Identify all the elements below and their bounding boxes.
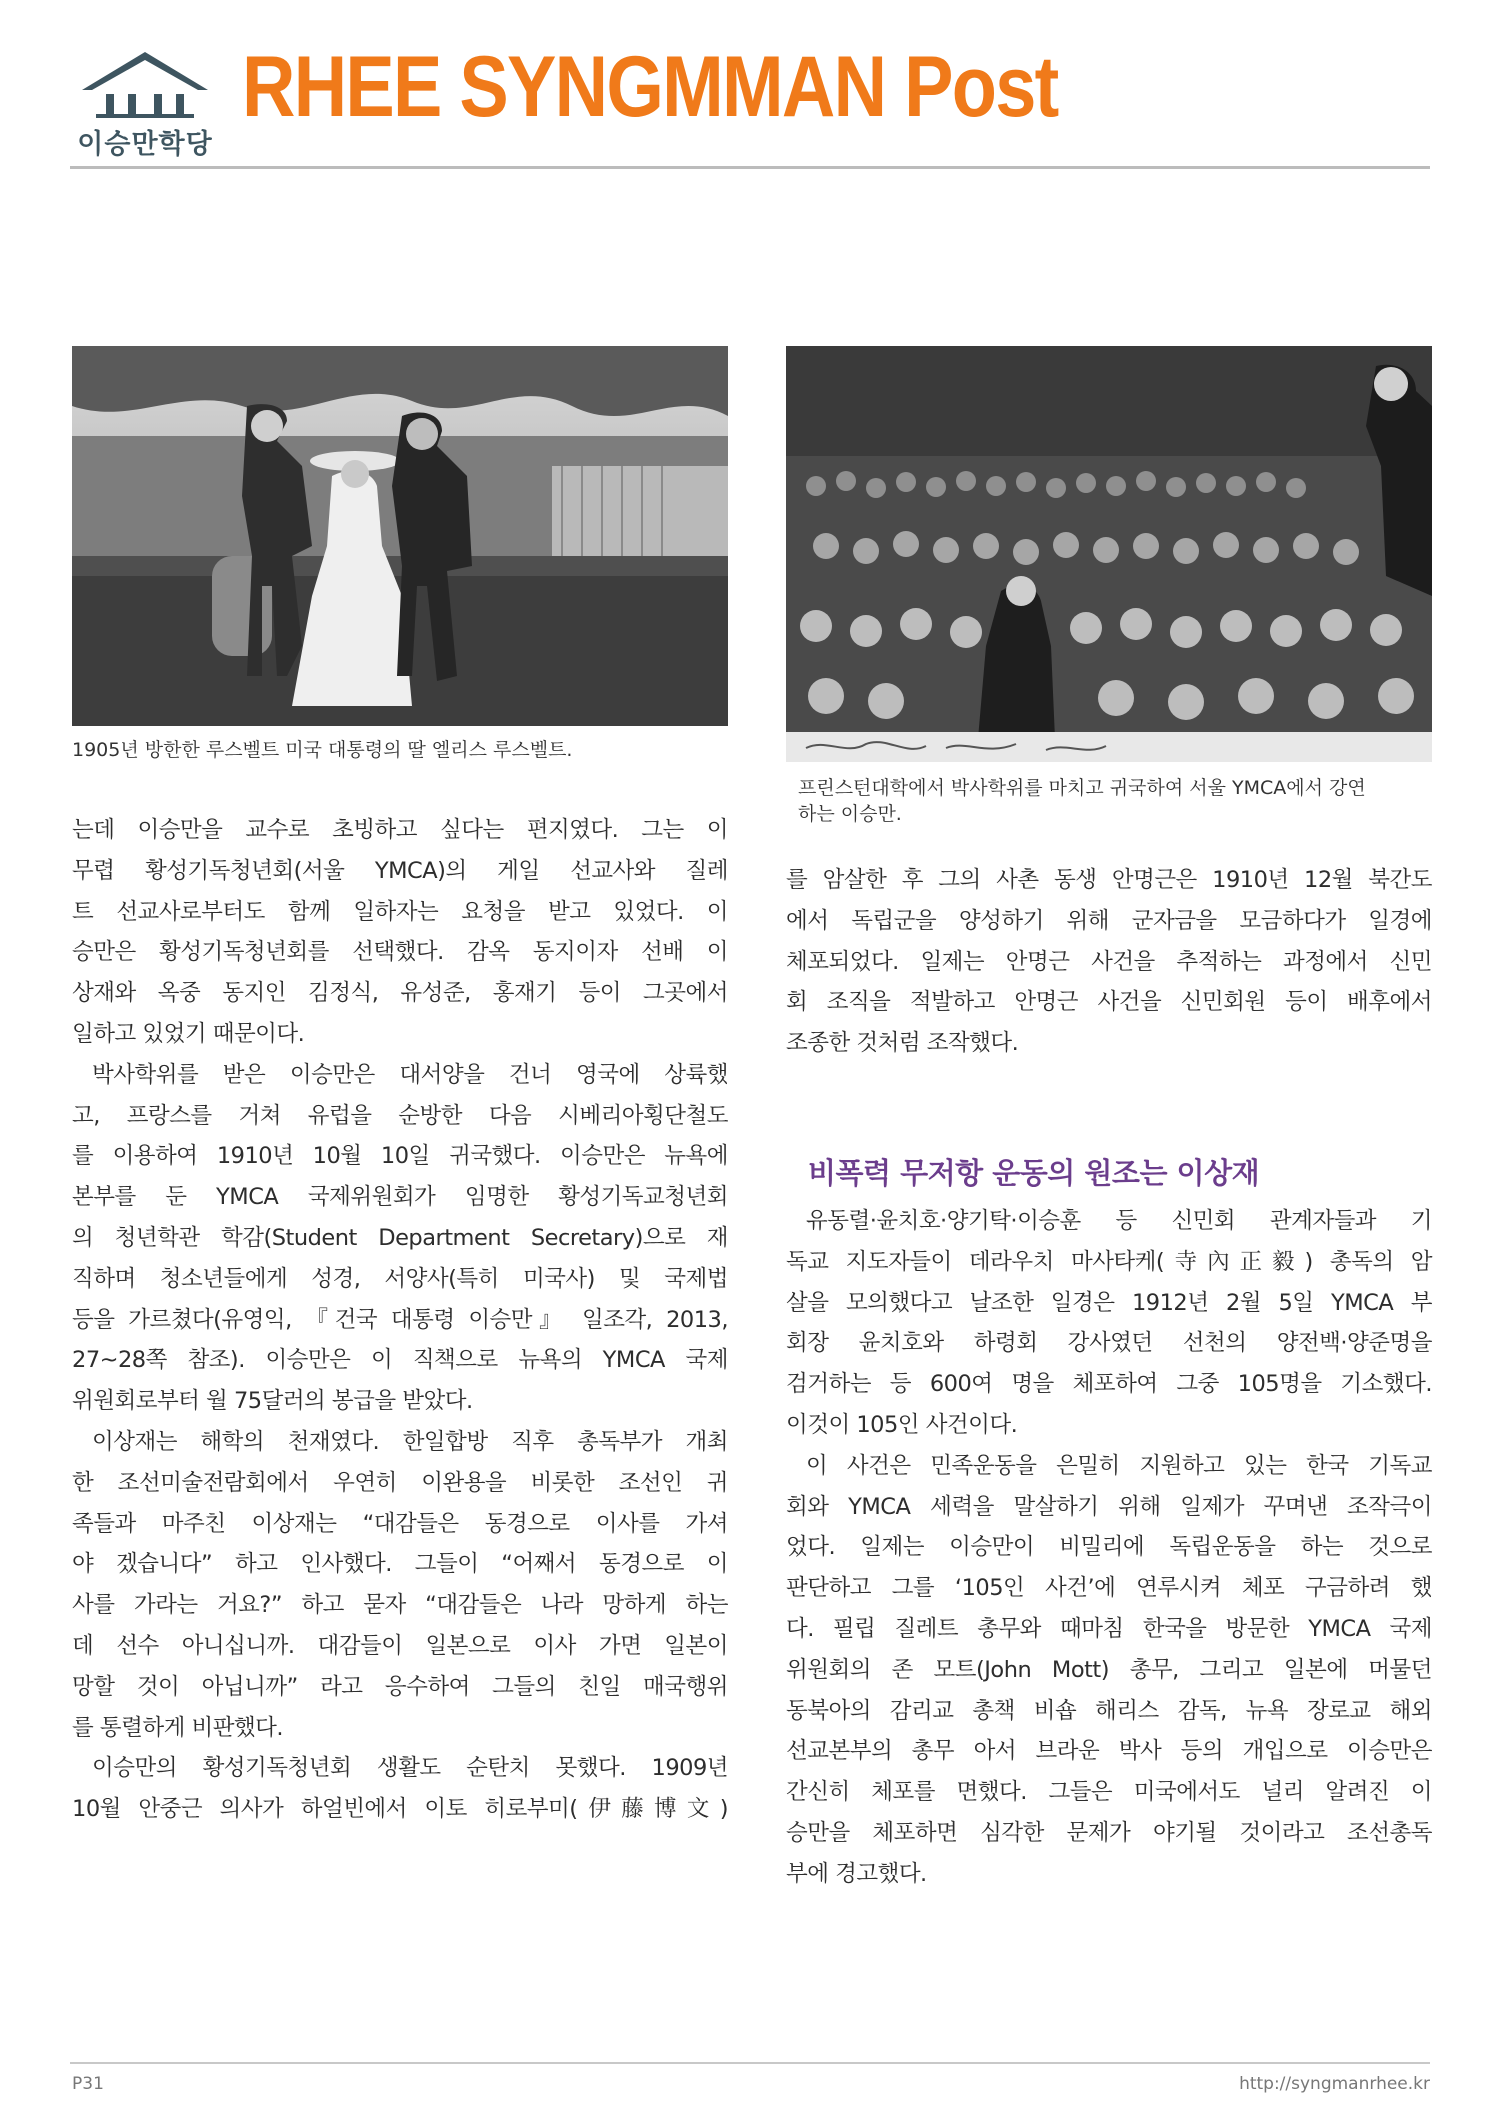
photo-ymca-lecture — [786, 346, 1432, 762]
text-line: 사를 가라는 거요?” 하고 묻자 “대감들은 나라 망하게 하는 — [72, 1592, 728, 1619]
house-icon — [70, 50, 220, 122]
text-line: 선교본부의 총무 아서 브라운 박사 등의 개입으로 이승만은 — [786, 1738, 1432, 1765]
text-line: 본부를 둔 YMCA 국제위원회가 임명한 황성기독교청년회 — [72, 1184, 728, 1211]
section-subheading: 비폭력 무저항 운동의 원조는 이상재 — [808, 1156, 1260, 1190]
text-line: 이것이 105인 사건이다. — [786, 1411, 1018, 1438]
text-line: 판단하고 그를 ‘105인 사건’에 연루시켜 체포 구금하려 했 — [786, 1575, 1432, 1602]
photo-alice-roosevelt — [72, 346, 728, 726]
text-line: 간신히 체포를 면했다. 그들은 미국에서도 널리 알려진 이 — [786, 1779, 1432, 1806]
header-divider — [70, 166, 1430, 169]
text-line: 승만을 체포하면 심각한 문제가 야기될 것이라고 조선총독 — [786, 1819, 1432, 1846]
text-line: 데 선수 아니십니까. 대감들이 일본으로 이사 가면 일본이 — [72, 1632, 728, 1659]
publication-title: RHEE SYNGMMAN Post — [242, 39, 1058, 135]
text-line: 회 조직을 적발하고 안명근 사건을 신민회원 등이 배후에서 — [786, 989, 1432, 1016]
text-line: 직하며 청소년들에게 성경, 서양사(특히 미국사) 및 국제법 — [72, 1265, 728, 1292]
text-line: 고, 프랑스를 거쳐 유럽을 순방한 다음 시베리아횡단철도 — [72, 1102, 728, 1129]
text-line: 야 겠습니다” 하고 인사했다. 그들이 “어째서 동경으로 이 — [72, 1551, 728, 1578]
text-line: 등을 가르쳤다(유영익, 『건국 대통령 이승만』 일조각, 2013, — [72, 1306, 728, 1333]
text-line: 었다. 일제는 이승만이 비밀리에 독립운동을 하는 것으로 — [786, 1534, 1432, 1561]
photo-caption-left: 1905년 방한한 루스벨트 미국 대통령의 딸 엘리스 루스벨트. — [72, 739, 573, 761]
page-number: P31 — [72, 2074, 104, 2094]
photo-caption-right-line1: 프린스턴대학에서 박사학위를 마치고 귀국하여 서울 YMCA에서 강연 — [798, 777, 1366, 799]
article-right-column-top — [786, 860, 1432, 1064]
text-line: 박사학위를 받은 이승만은 대서양을 건너 영국에 상륙했 — [92, 1061, 728, 1088]
text-line: 망할 것이 아닙니까” 라고 응수하여 그들의 친일 매국행위 — [72, 1673, 728, 1700]
text-line: 조종한 것처럼 조작했다. — [786, 1030, 1019, 1057]
text-line: 독교 지도자들이 데라우치 마사타케(寺內正毅) 총독의 암 — [786, 1248, 1432, 1275]
text-line: 이승만의 황성기독청년회 생활도 순탄치 못했다. 1909년 — [92, 1755, 728, 1782]
text-line: 일하고 있었기 때문이다. — [72, 1020, 305, 1047]
footer-divider — [70, 2062, 1430, 2064]
text-line: 회와 YMCA 세력을 말살하기 위해 일제가 꾸며낸 조작극이 — [786, 1493, 1432, 1520]
page-header — [70, 39, 1430, 168]
text-line: 의 청년학관 학감(Student Department Secretary)으로 재 — [72, 1224, 728, 1251]
text-line: 살을 모의했다고 날조한 일경은 1912년 2월 5일 YMCA 부 — [786, 1289, 1432, 1316]
text-line: 위원회의 존 모트(John Mott) 총무, 그리고 일본에 머물던 — [786, 1656, 1432, 1683]
school-logo — [70, 50, 220, 160]
text-line: 트 선교사로부터도 함께 일하자는 요청을 받고 있었다. 이 — [72, 898, 728, 925]
text-line: 를 암살한 후 그의 사촌 동생 안명근은 1910년 12월 북간도 — [786, 867, 1432, 893]
text-line: 회장 윤치호와 하령회 강사였던 선천의 양전백·양준명을 — [786, 1330, 1432, 1357]
text-line: 체포되었다. 일제는 안명근 사건을 추적하는 과정에서 신민 — [786, 948, 1432, 975]
text-line: 를 이용하여 1910년 10월 10일 귀국했다. 이승만은 뉴욕에 — [72, 1143, 728, 1170]
text-line: 동북아의 감리교 총책 비숍 해리스 감독, 뉴욕 장로교 해외 — [786, 1697, 1432, 1724]
article-right-column-bottom — [786, 1201, 1432, 1895]
text-line: 10월 안중근 의사가 하얼빈에서 이토 히로부미(伊藤博文) — [72, 1796, 728, 1823]
text-line: 유동렬·윤치호·양기탁·이승훈 등 신민회 관계자들과 기 — [806, 1208, 1432, 1234]
text-line: 승만은 황성기독청년회를 선택했다. 감옥 동지이자 선배 이 — [72, 939, 728, 966]
text-line: 이 사건은 민족운동을 은밀히 지원하고 있는 한국 기독교 — [806, 1452, 1432, 1479]
text-line: 한 조선미술전람회에서 우연히 이완용을 비롯한 조선인 귀 — [72, 1469, 728, 1496]
logo-text: 이승만학당 — [77, 129, 213, 160]
text-line: 에서 독립군을 양성하기 위해 군자금을 모금하다가 일경에 — [786, 907, 1432, 934]
text-line: 무렵 황성기독청년회(서울 YMCA)의 게일 선교사와 질레 — [72, 857, 728, 884]
photo-caption-right-line2: 하는 이승만. — [798, 803, 902, 825]
text-line: 상재와 옥중 동지인 김정식, 유성준, 홍재기 등이 그곳에서 — [72, 980, 728, 1007]
text-line: 위원회로부터 월 75달러의 봉급을 받았다. — [72, 1388, 473, 1415]
text-line: 족들과 마주친 이상재는 “대감들은 동경으로 이사를 가셔 — [72, 1510, 728, 1537]
text-line: 를 통렬하게 비판했다. — [72, 1714, 284, 1741]
text-line: 는데 이승만을 교수로 초빙하고 싶다는 편지였다. 그는 이 — [72, 817, 728, 843]
text-line: 다. 필립 질레트 총무와 때마침 한국을 방문한 YMCA 국제 — [786, 1615, 1432, 1642]
text-line: 27~28쪽 참조). 이승만은 이 직책으로 뉴욕의 YMCA 국제 — [72, 1347, 728, 1374]
text-line: 부에 경고했다. — [786, 1860, 927, 1887]
article-left-column — [72, 810, 728, 1830]
text-line: 검거하는 등 600여 명을 체포하여 그중 105명을 기소했다. — [786, 1371, 1432, 1398]
text-line: 이상재는 해학의 천재였다. 한일합방 직후 총독부가 개최 — [92, 1428, 728, 1455]
website-link[interactable]: http://syngmanrhee.kr — [1239, 2074, 1430, 2094]
